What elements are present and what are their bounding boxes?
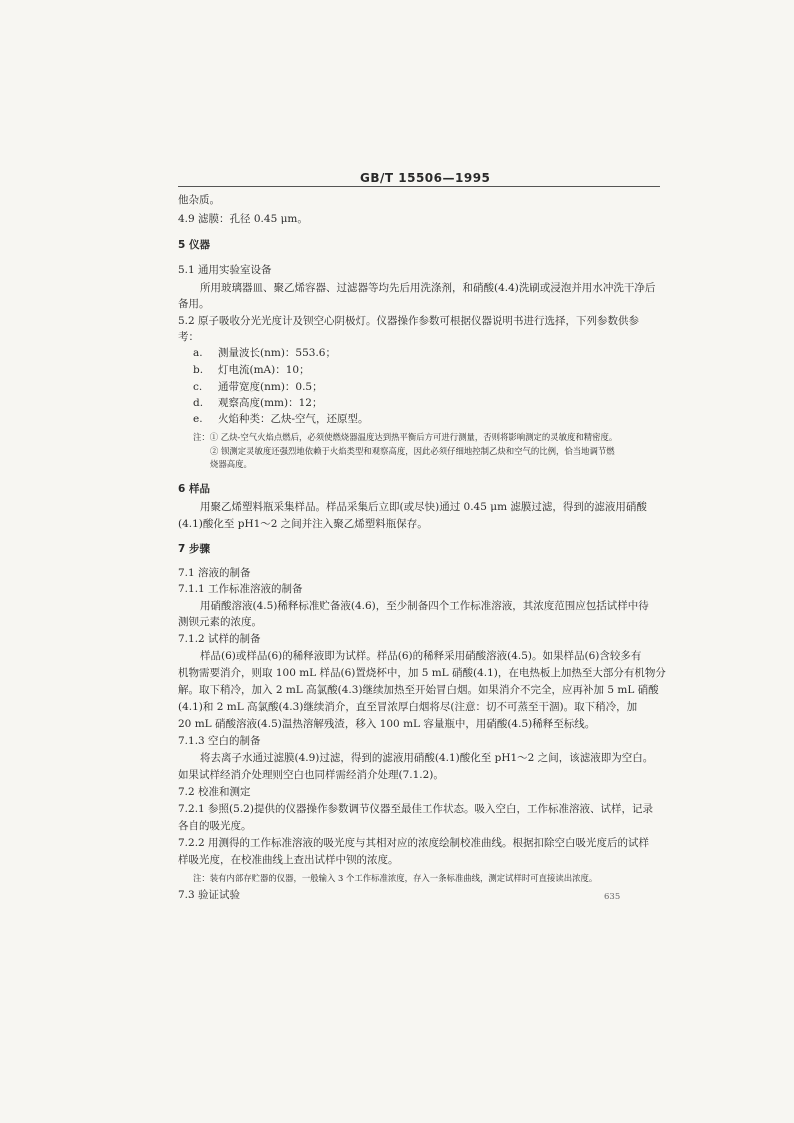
param-text: 通带宽度(nm)：0.5； [218,381,323,393]
clause-7-1-1: 7.1.1 工作标准溶液的制备 [178,583,303,595]
param-key: b. [193,364,204,376]
header-rule [178,186,660,187]
text-line: 测钡元素的浓度。 [178,616,262,628]
text-line: (4.1)酸化至 pH1～2 之间并注入聚乙烯塑料瓶保存。 [178,518,428,530]
text-line: 样吸光度，在校准曲线上查出试样中钡的浓度。 [178,854,399,866]
text-line: 如果试样经消介处理则空白也同样需经消介处理(7.1.2)。 [178,769,444,781]
clause-7-2-2: 7.2.2 用测得的工作标准溶液的吸光度与其相对应的浓度绘制校准曲线。根据扣除空白吸光度后的试样 [178,837,650,849]
text-line: 20 mL 硝酸溶液(4.5)温热溶解残渣，移入 100 mL 容量瓶中，用硝酸(4.5)稀释至标线。 [178,718,596,730]
text-line: 所用玻璃器皿、聚乙烯容器、过滤器等均先后用洗涤剂，和硝酸(4.4)洗刷或浸泡并用水冲洗干净后 [200,282,656,294]
standard-code-header: GB/T 15506—1995 [360,171,491,185]
param-text: 观察高度(mm)：12； [218,397,323,409]
clause-7-1: 7.1 溶液的制备 [178,567,251,579]
clause-7-1-3: 7.1.3 空白的制备 [178,735,261,747]
text-line: 各自的吸光度。 [178,820,252,832]
text-line: 将去离子水通过滤膜(4.9)过滤，得到的滤液用硝酸(4.1)酸化至 pH1～2 之间，该滤液即为空白。 [200,752,654,764]
param-key: d. [193,397,204,409]
note-3: 注：装有内部存贮器的仪器，一般输入 3 个工作标准浓度，存入一条标准曲线，测定试样时可直接读出浓度。 [193,873,598,883]
param-text: 测量波长(nm)：553.6； [218,347,336,359]
section-heading-6: 6 样品 [178,483,210,495]
param-text: 灯电流(mA)：10； [218,364,310,376]
clause-7-3: 7.3 验证试验 [178,889,241,901]
section-heading-7: 7 步骤 [178,543,210,555]
clause-7-2-1: 7.2.1 参照(5.2)提供的仪器操作参数调节仪器至最佳工作状态。吸入空白，工作标准溶液、试样，记录 [178,803,653,815]
text-line: 样品(6)或样品(6)的稀释液即为试样。样品(6)的稀释采用硝酸溶液(4.5)。如果样品(6)含较多有 [200,650,642,662]
clause-5-1: 5.1 通用实验室设备 [178,264,272,276]
clause-7-1-2: 7.1.2 试样的制备 [178,633,261,645]
text-line: 解。取下稍冷，加入 2 mL 高氯酸(4.3)继续加热至开始冒白烟。如果消介不完全，应再补加 5 mL 硝酸 [178,684,659,696]
clause-7-2: 7.2 校准和测定 [178,786,251,798]
param-key: a. [193,347,203,359]
param-key: c. [193,381,203,393]
text-line: 他杂质。 [178,194,220,206]
text-line: 备用。 [178,298,210,310]
text-line: 机物需要消介，则取 100 mL 样品(6)置烧杯中，加 5 mL 硝酸(4.1)，在电热板上加热至大部分有机物分 [178,667,666,679]
note-2-cont: 烧器高度。 [210,459,252,469]
section-heading-5: 5 仪器 [178,239,210,251]
text-line: 用硝酸溶液(4.5)稀释标准贮备液(4.6)，至少制备四个工作标准溶液，其浓度范围应包括试样中待 [200,600,649,612]
param-key: e. [193,413,203,425]
page-number: 635 [604,892,621,902]
clause-5-2: 5.2 原子吸收分光光度计及钡空心阴极灯。仪器操作参数可根据仪器说明书进行选择，下列参数供参 [178,315,640,327]
text-line: (4.1)和 2 mL 高氯酸(4.3)继续消介，直至冒浓厚白烟将尽(注意：切不可蒸至干涸)。取下稍冷，加 [178,701,638,713]
text-line: 考： [178,331,199,343]
clause-4-9: 4.9 滤膜：孔径 0.45 μm。 [178,213,308,225]
text-line: 用聚乙烯塑料瓶采集样品。样品采集后立即(或尽快)通过 0.45 μm 滤膜过滤，得到的滤液用硝酸 [200,501,647,513]
note-2: ② 钡测定灵敏度还强烈地依赖于火焰类型和观察高度，因此必须仔细地控制乙炔和空气的比例，恰当地调节燃 [210,446,615,456]
note-1: 注：① 乙炔-空气火焰点燃后，必须使燃烧器温度达到热平衡后方可进行测量，否则将影响测定的灵敏度和精密度。 [193,432,618,442]
param-text: 火焰种类：乙炔-空气，还原型。 [218,413,369,425]
